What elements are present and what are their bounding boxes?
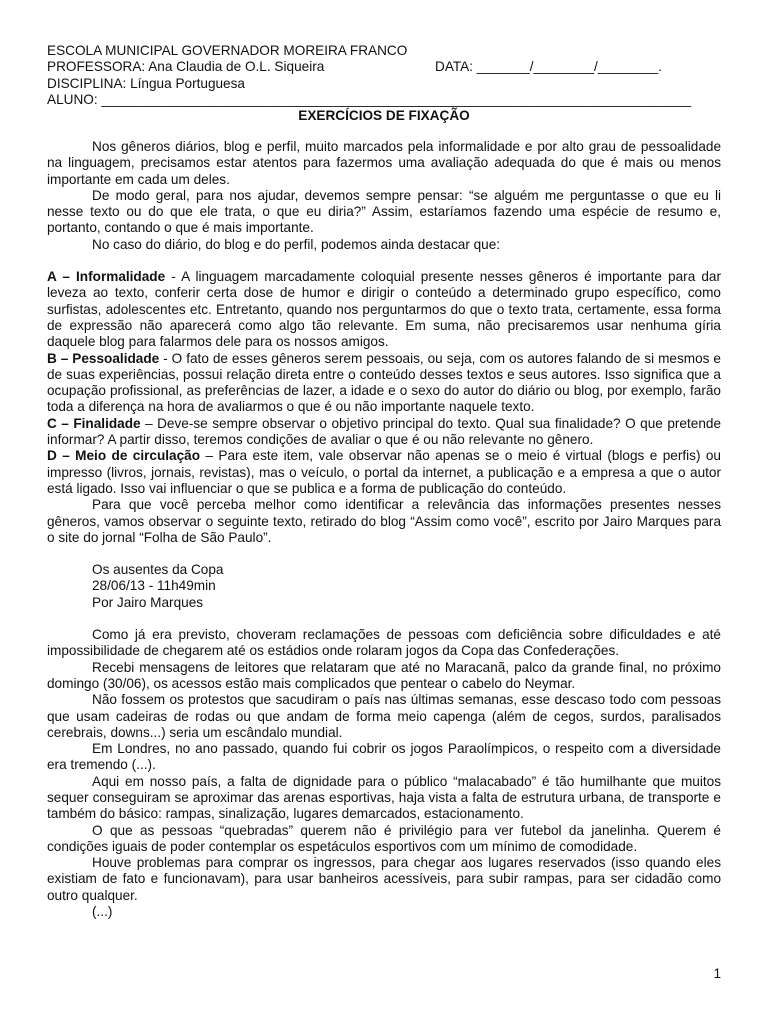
item-label: D – Meio de circulação xyxy=(47,448,201,464)
item-c xyxy=(47,416,721,449)
article-paragraph: Como já era previsto, choveram reclamações de pessoas com deficiência sobre dificuldades e até impossibilidade de chegarem até os estádios onde rolaram jogos da Copa das Confederações. xyxy=(47,627,721,659)
article-paragraph: Aqui em nosso país, a falta de dignidade para o público “malacabado” é tão humilhante que muitos sequer conseguiram se aproximar das arenas esportivas, haja vista a falta de estrutura urbana, de transporte e também do básico: rampas, sinalização, lugares demarcados, estacionamento. xyxy=(47,773,721,822)
page-number: 1 xyxy=(713,966,721,981)
item-a xyxy=(47,269,721,350)
item-label: A – Informalidade xyxy=(47,269,166,285)
article-paragraph: Recebi mensagens de leitores que relataram que até no Maracanã, palco da grande final, no próximo domingo (30/06), os acessos estão mais complicados que pentear o cabelo do Neymar. xyxy=(47,659,721,691)
item-label: C – Finalidade xyxy=(47,415,141,431)
date-field: DATA: _______/________/________. xyxy=(435,59,663,75)
intro-paragraph: De modo geral, para nos ajudar, devemos sempre pensar: “se alguém me perguntasse o que eu li nesse texto ou do que ele trata, o que eu diria?” Assim, estaríamos fazendo uma espécie de resumo e, portanto, contando o que é mais importante. xyxy=(47,187,721,236)
item-b xyxy=(47,351,721,416)
article-datetime: 28/06/13 - 11h49min xyxy=(92,578,216,594)
subject-name: DISCIPLINA: Língua Portuguesa xyxy=(47,75,245,91)
intro-paragraph: Nos gêneros diários, blog e perfil, muito marcados pela informalidade e por alto grau de pessoalidade na linguagem, precisamos estar atentos para fazermos uma avaliação adequada do que é mais ou menos importante em cada um deles. xyxy=(47,139,721,187)
item-d xyxy=(47,448,721,497)
article-paragraph: Não fossem os protestos que sacudiram o país nas últimas semanas, esse descaso todo com pessoas que usam cadeiras de rodas ou que andam de forma meio capenga (além de cegos, surdos, paralisados cerebrais, downs...) seria um escândalo mundial. xyxy=(47,692,721,740)
article-paragraph: Em Londres, no ano passado, quando fui cobrir os jogos Paraolímpicos, o respeito com a diversidade era tremendo (...). xyxy=(47,741,721,773)
document-header xyxy=(47,43,727,108)
student-field: ALUNO: ______________________________________________________________________________ xyxy=(47,91,692,107)
document-body xyxy=(47,139,721,920)
article-paragraph: (...) xyxy=(92,904,113,920)
school-name: ESCOLA MUNICIPAL GOVERNADOR MOREIRA FRANCO xyxy=(47,43,408,58)
teacher-name: PROFESSORA: Ana Claudia de O.L. Siqueira xyxy=(47,59,325,75)
page-title: EXERCÍCIOS DE FIXAÇÃO xyxy=(298,108,470,123)
item-text: - A linguagem marcadamente coloquial presente nesses gêneros é importante para dar leveza ao texto, conferir certa dose de humor e dirigir o conteúdo a determinado grupo específico, como surfistas, adolescentes etc. Entretanto, quando nos perguntarmos do que o texto trata, certamente, essa forma de expressão não aparecerá como algo tão relevante. Em suma, não precisaremos usar nenhuma gíria daquele blog para falarmos dele para os nossos amigos. xyxy=(47,269,721,350)
teacher-date-row xyxy=(47,59,727,75)
article-paragraph: O que as pessoas “quebradas” querem não é privilégio para ver futebol da janelinha. Querem é condições iguais de poder contemplar os espetáculos esportivos com um mínimo de comodidade. xyxy=(47,822,721,854)
transition-paragraph: Para que você perceba melhor como identificar a relevância das informações presentes nesses gêneros, vamos observar o seguinte texto, retirado do blog “Assim como você”, escrito por Jairo Marques para o site do jornal “Folha de São Paulo”. xyxy=(47,497,721,545)
article-paragraph: Houve problemas para comprar os ingressos, para chegar aos lugares reservados (isso quando eles existiam de fato e funcionavam), para usar banheiros acessíveis, para subir rampas, para ser cidadão como outro qualquer. xyxy=(47,855,721,903)
article-byline: Por Jairo Marques xyxy=(92,594,204,610)
intro-paragraph: No caso do diário, do blog e do perfil, podemos ainda destacar que: xyxy=(92,236,501,252)
article-title: Os ausentes da Copa xyxy=(92,562,224,578)
item-label: B – Pessoalidade xyxy=(47,350,160,366)
item-text: – Para este item, vale observar não apenas se o meio é virtual (blogs e perfis) ou impresso (livros, jornais, revistas), mas o veículo, o portal da internet, a publicação e a empresa a que o autor está ligado. Isso vai influenciar o que se publica e a forma de publicação do conteúdo. xyxy=(47,448,721,496)
item-text: - O fato de esses gêneros serem pessoais, ou seja, com os autores falando de si mesmos e de suas experiências, possui relação direta entre o conteúdo desses textos e seus autores. Isso significa que a ocupação profissional, as preferências de lazer, a idade e o sexo do autor do diário ou blog, por exemplo, farão toda a diferença na hora de avaliarmos o que é ou não importante naquele texto. xyxy=(47,350,721,415)
item-text: – Deve-se sempre observar o objetivo principal do texto. Qual sua finalidade? O que pretende informar? A partir disso, teremos condições de avaliar o que é ou não relevante no gênero. xyxy=(47,415,721,448)
